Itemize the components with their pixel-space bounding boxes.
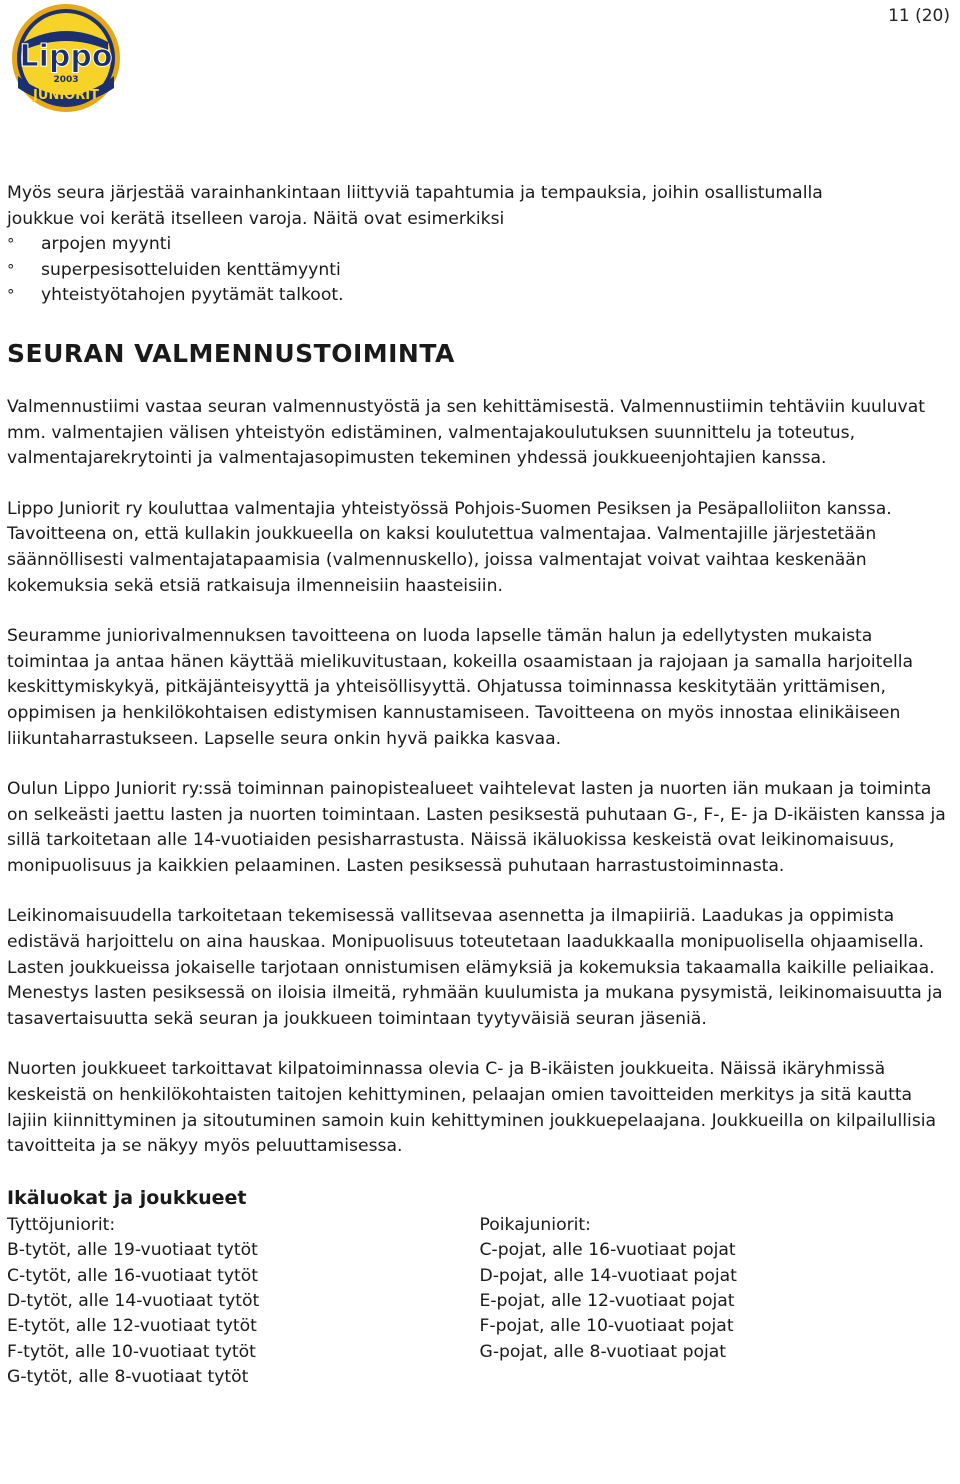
bullet-icon: ° xyxy=(7,260,15,279)
list-item: G-pojat, alle 8-vuotiaat pojat xyxy=(479,1341,727,1362)
list-item: F-tytöt, alle 10-vuotiaat tytöt xyxy=(7,1341,256,1362)
paragraph-focus-areas: Oulun Lippo Juniorit ry:ssä toiminnan painopistealueet vaihtelevat lasten ja nuorten iän mukaan ja toiminta on selkeästi jaettu lasten ja nuorten toimintaan. Lasten pesiksestä puhutaan G-, F-, E- ja D-ikäisten kanssa ja sillä tarkoitetaan alle 14-vuotiaiden pesisharrastusta. Näissä ikäluokissa keskeistä ovat leikinomaisuus, monipuolisuus ja kaikkien pelaaminen. Lasten pesiksessä puhutaan harrastustoiminnasta. xyxy=(7,779,946,876)
list-item: ° arpojen myynti xyxy=(7,232,952,258)
age-groups-columns xyxy=(7,1213,952,1391)
paragraph-coaching-team: Valmennustiimi vastaa seuran valmennustyöstä ja sen kehittämisestä. Valmennustiimin tehtäviin kuuluvat mm. valmentajien välisen yhteistyön edistäminen, valmentajakoulutuksen suunnittelu ja toteutus, valmentajarekrytointi ja valmentajasopimusten tekeminen yhdessä joukkueenjohtajien kanssa. xyxy=(7,396,925,469)
document-body xyxy=(7,181,952,1391)
fundraising-examples-list xyxy=(7,232,952,309)
paragraph-playfulness: Leikinomaisuudella tarkoitetaan tekemisessä vallitsevaa asennetta ja ilmapiiriä. Laadukas ja oppimista edistävä harjoittelu on aina hauskaa. Monipuolisuus toteutetaan laadukkaalla monipuolisella ohjaamisella. Lasten joukkueissa jokaiselle tarjotaan onnistumisen elämyksiä ja kokemuksia takaamalla kaikille peliaikaa. Menestys lasten pesiksessä on iloisia ilmeitä, ryhmään kuulumista ja mukana pysymistä, leikinomaisuutta ja tasavertaisuutta sekä seuran ja joukkueen toimintaan tyytyväisiä seuran jäseniä. xyxy=(7,906,943,1029)
girls-title: Tyttöjuniorit: xyxy=(7,1214,116,1235)
list-item: G-tytöt, alle 8-vuotiaat tytöt xyxy=(7,1367,249,1388)
list-item: ° superpesisotteluiden kenttämyynti xyxy=(7,258,952,284)
list-item: F-pojat, alle 10-vuotiaat pojat xyxy=(479,1316,734,1337)
list-item: B-tytöt, alle 19-vuotiaat tytöt xyxy=(7,1240,258,1261)
svg-text:JUNIORIT: JUNIORIT xyxy=(33,88,99,103)
girls-column xyxy=(7,1213,480,1391)
bullet-icon: ° xyxy=(7,235,15,254)
paragraph-youth-teams: Nuorten joukkueet tarkoittavat kilpatoiminnassa olevia C- ja B-ikäisten joukkueita. Näissä ikäryhmissä keskeistä on henkilökohtaisten taitojen kehittyminen, pelaajan omien tavoitteiden merkitys ja sitä kautta lajiin kiinnittyminen ja sitoutuminen samoin kuin kehittyminen joukkuepelaajana. Joukkueilla on kilpailullisia tavoitteita ja se näkyy myös peluuttamisessa. xyxy=(7,1059,937,1157)
list-item: ° yhteistyötahojen pyytämät talkoot. xyxy=(7,283,952,309)
boys-column xyxy=(480,1213,953,1391)
paragraph-coach-training: Lippo Juniorit ry kouluttaa valmentajia yhteistyössä Pohjois-Suomen Pesiksen ja Pesäpalloliiton kanssa. Tavoitteena on, että kullakin joukkueella on kaksi koulutettua valmentajaa. Valmentajille järjestetään säännöllisesti valmentajatapaamisia (valmennuskello), joissa valmentajat voivat vaihtaa keskenään kokemuksia sekä etsiä ratkaisuja ilmenneisiin haasteisiin. xyxy=(7,498,892,596)
section-heading: SEURAN VALMENNUSTOIMINTA xyxy=(7,338,455,368)
list-item: C-tytöt, alle 16-vuotiaat tytöt xyxy=(7,1265,259,1286)
list-item: D-tytöt, alle 14-vuotiaat tytöt xyxy=(7,1291,260,1312)
intro-line-1: Myös seura järjestää varainhankintaan liittyviä tapahtumia ja tempauksia, joihin osallistumalla xyxy=(7,183,823,203)
svg-text:Lippo: Lippo xyxy=(19,39,113,74)
page-number: 11 (20) xyxy=(888,6,950,26)
svg-text:2003: 2003 xyxy=(53,75,79,85)
paragraph-junior-coaching-goal: Seuramme juniorivalmennuksen tavoitteena on luoda lapselle tämän halun ja edellytysten mukaista toimintaa ja antaa hänen käyttää mielikuvitustaan, kokeilla osaamistaan ja rajojaan ja samalla harjoitella keskittymiskykyä, pitkäjänteisyyttä ja yhteisöllisyyttä. Ohjatussa toiminnassa keskitytään yrittämisen, oppimisen ja henkilökohtaisen edistymisen kannustamiseen. Tavoitteena on myös innostaa elinikäiseen liikuntaharrastukseen. Lapselle seura onkin hyvä paikka kasvaa. xyxy=(7,626,914,749)
lippo-juniorit-logo xyxy=(4,2,130,114)
boys-title: Poikajuniorit: xyxy=(479,1214,591,1235)
list-item: E-tytöt, alle 12-vuotiaat tytöt xyxy=(7,1316,257,1337)
list-item: D-pojat, alle 14-vuotiaat pojat xyxy=(479,1265,737,1286)
intro-line-2: joukkue voi kerätä itselleen varoja. Näitä ovat esimerkiksi xyxy=(7,208,505,229)
bullet-icon: ° xyxy=(7,286,15,305)
age-groups-heading: Ikäluokat ja joukkueet xyxy=(7,1186,247,1209)
list-item: C-pojat, alle 16-vuotiaat pojat xyxy=(479,1240,736,1261)
list-item: E-pojat, alle 12-vuotiaat pojat xyxy=(479,1291,735,1312)
